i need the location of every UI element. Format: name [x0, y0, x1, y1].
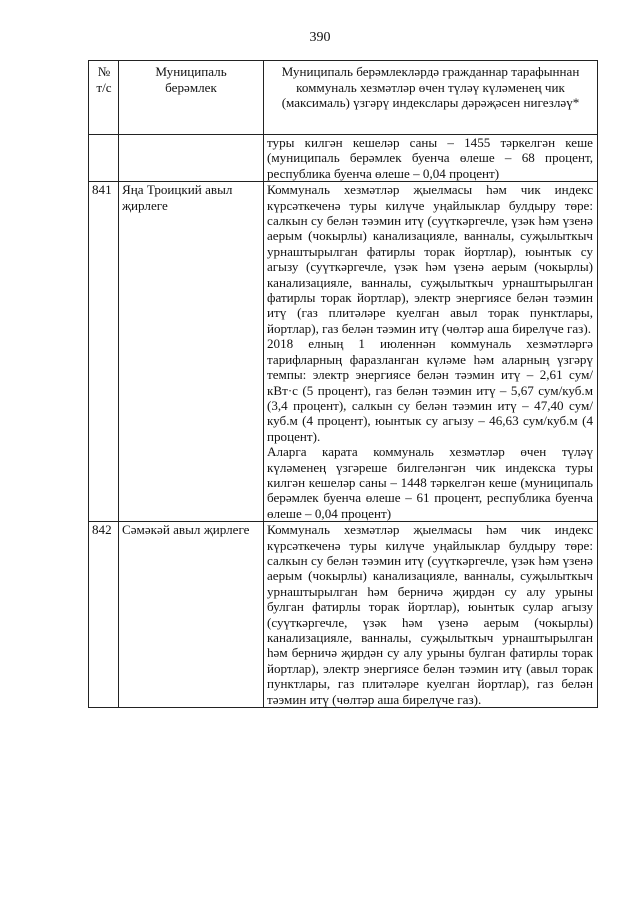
header-number-label: № т/с — [96, 64, 112, 95]
description-paragraph: Коммуналь хезмәтләр җыелмасы һәм чик индекс күрсәткеченә туры килүче уңайлыклар булдыру төре: салкын су белән тәэмин итү (суүткәргечле, үзәк һәм үзенә аерым (чокырлы) канализацияле, ванналы, суҗылыткыч урнаштырылган һәм берничә җирдән су алу урыны булган фатирлы торак йортлар), юынтык сулар агызу (суүткәргечле, үзәк һәм үзенә аерым (чокырлы) канализацияле, ванналы, суҗылыткыч урнаштырылган һәм берничә җирдән су алу урыны булган фатирлы торак йортлар), электр энергиясе белән тәэмин итү (авыл торак пунктлары, газ плитәләре куелган йортлар), газ белән тәэмин итү (чөлтәр аша бирелүче газ). — [267, 522, 593, 707]
table-row — [89, 522, 598, 708]
row-municipality: Сәмәкәй авыл җирлеге — [119, 522, 264, 708]
row-municipality — [119, 135, 264, 182]
row-description — [264, 182, 598, 522]
index-table — [88, 60, 598, 708]
description-paragraph: Коммуналь хезмәтләр җыелмасы һәм чик индекс күрсәткеченә туры килүче уңайлыклар булдыру төре: салкын су белән тәэмин итү (суүткәргечле, үзәк һәм үзенә аерым (чокырлы) канализацияле, ванналы, суҗылыткыч урнаштырылган фатирлы торак йортлар), юынтык су агызу (суүткәргечле, үзәк һәм үзенә аерым (чокырлы) канализацияле, ванналы, суҗылыткыч урнаштырылган фатирлы торак йортлар), электр энергиясе белән тәэмин итү (газ плитәләре куелган авыл торак пунктлары, йортлар), газ белән тәэмин итү (чөлтәр аша бирелүче газ). — [267, 182, 593, 336]
header-cell-municipality — [119, 61, 264, 135]
description-paragraph: 2018 елның 1 июленнән коммуналь хезмәтләргә тарифларның фаразланган күләме һәм аларның үзгәрү темпы: электр энергиясе белән тәэмин итү – 2,61 сум/кВт·с (5 процент), газ белән тәэмин итү – 5,67 сум/куб.м (3,4 процент), салкын су белән тәэмин итү – 47,40 сум/куб.м (4 процент), юынтык су агызу – 46,63 сум/куб.м (4 процент). — [267, 336, 593, 444]
table-row — [89, 135, 598, 182]
header-cell-number — [89, 61, 119, 135]
page-number: 390 — [309, 30, 331, 45]
header-cell-justification — [264, 61, 598, 135]
row-number — [89, 135, 119, 182]
row-number: 841 — [89, 182, 119, 522]
header-justification-label: Муниципаль берәмлекләрдә гражданнар тарафыннан коммуналь хезмәтләр өчен түләү күләменең чик (максималь) үзгәрү индекслары дәрәҗәсен нигезләү* — [281, 64, 580, 111]
header-municipality-label: Муниципаль берәмлек — [155, 64, 227, 95]
row-description — [264, 522, 598, 708]
table-header-row — [89, 61, 598, 135]
row-description — [264, 135, 598, 182]
table-row — [89, 182, 598, 522]
row-municipality: Яңа Троицкий авыл җирлеге — [119, 182, 264, 522]
description-paragraph: туры килгән кешеләр саны – 1455 тәркелгән кеше (муниципаль берәмлек буенча өлеше – 68 процент, республика буенча өлеше – 0,04 процент) — [267, 135, 593, 181]
description-paragraph: Аларга карата коммуналь хезмәтләр өчен түләү күләменең үзгәреше билгеләнгән чик индекска туры килгән кешеләр саны – 1448 тәркелгән кеше (муниципаль берәмлек буенча өлеше – 61 процент, республика буенча өлеше – 0,04 процент) — [267, 444, 593, 521]
row-number: 842 — [89, 522, 119, 708]
